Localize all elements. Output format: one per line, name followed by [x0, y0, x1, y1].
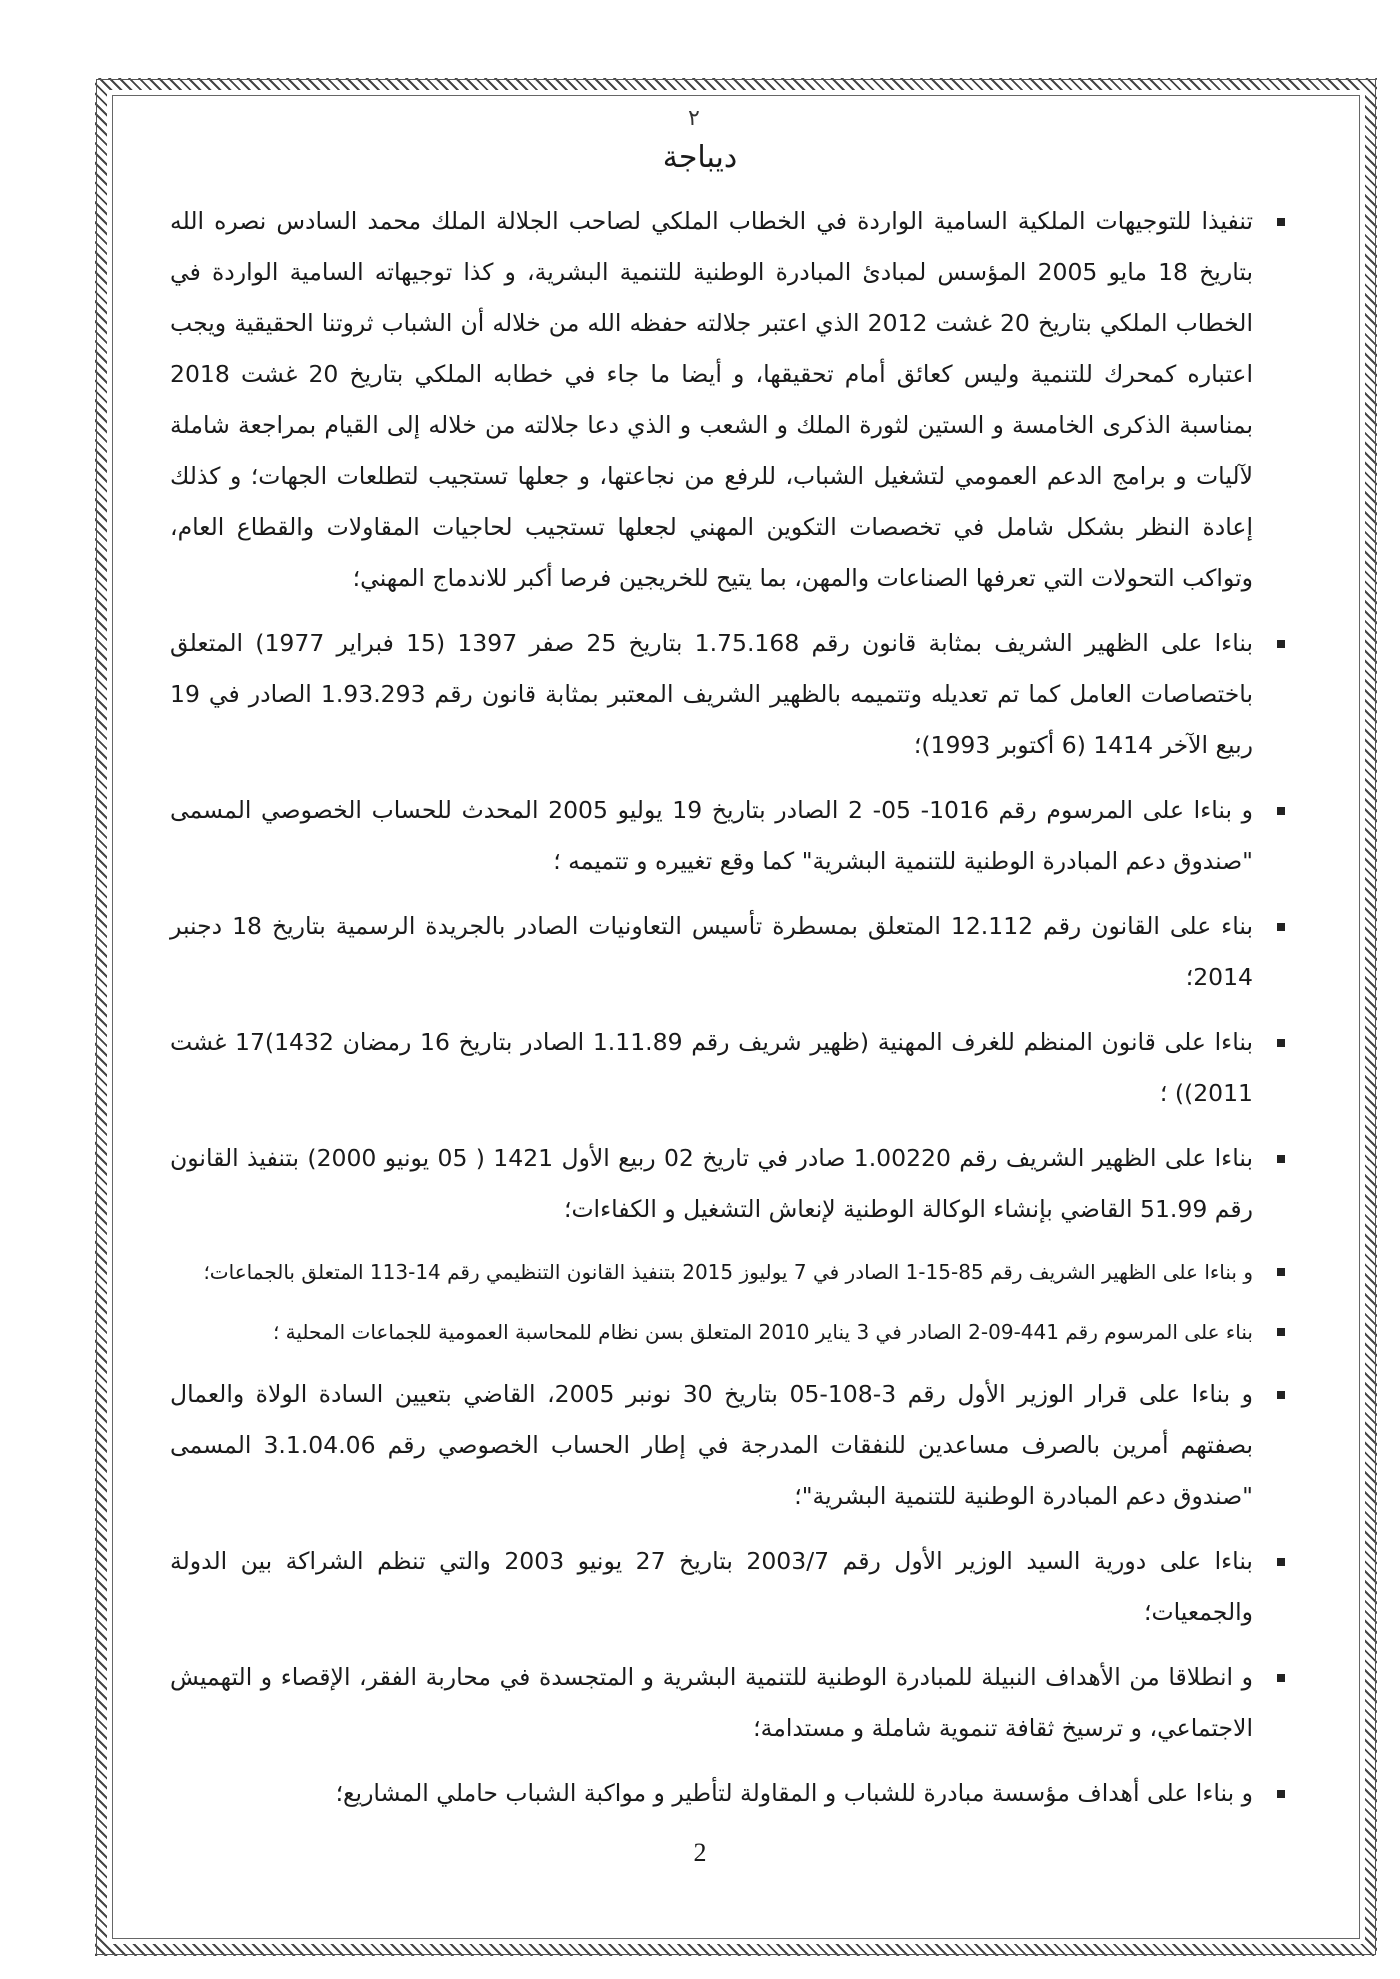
preamble-list [170, 196, 1285, 1833]
list-item [170, 1309, 1285, 1355]
list-item [170, 1369, 1285, 1522]
paragraph-text: بناءا على الظهير الشريف بمثابة قانون رقم 1.75.168 بتاريخ 25 صفر 1397 (15 فبراير 1977) المتعلق باختصاصات العامل كما تم تعديله وتتميمه بالظهير الشريف المعتبر بمثابة قانون رقم 1.93.293 الصادر في 19 ربيع الآخر 1414 (6 أكتوبر 1993)؛ [170, 629, 1253, 759]
list-item [170, 1249, 1285, 1295]
paragraph-text: و انطلاقا من الأهداف النبيلة للمبادرة الوطنية للتنمية البشرية و المتجسدة في محاربة الفقر، الإقصاء و التهميش الاجتماعي، و ترسيخ ثقافة تنموية شاملة و مستدامة؛ [170, 1663, 1253, 1742]
bullet-icon [1277, 1155, 1285, 1163]
list-item [170, 1652, 1285, 1754]
list-item [170, 901, 1285, 1003]
paragraph-text: و بناءا على المرسوم رقم 1016- 05- 2 الصادر بتاريخ 19 يوليو 2005 المحدث للحساب الخصوصي المسمى "صندوق دعم المبادرة الوطنية للتنمية البشرية" كما وقع تغييره و تتميمه ؛ [170, 796, 1254, 875]
bullet-icon [1277, 1558, 1285, 1566]
bullet-icon [1277, 1268, 1285, 1276]
bullet-icon [1277, 640, 1285, 648]
bullet-icon [1277, 1328, 1285, 1336]
page-number: 2 [693, 1838, 707, 1867]
bullet-icon [1277, 218, 1285, 226]
paragraph-text: بناءا على الظهير الشريف رقم 1.00220 صادر في تاريخ 02 ربيع الأول 1421 ( 05 يونيو 2000) بتنفيذ القانون رقم 51.99 القاضي بإنشاء الوكالة الوطنية لإنعاش التشغيل و الكفاءات؛ [170, 1144, 1253, 1223]
list-item [170, 1017, 1285, 1119]
bullet-icon [1277, 1674, 1285, 1682]
bullet-icon [1277, 1790, 1285, 1798]
list-item [170, 196, 1285, 604]
list-item [170, 785, 1285, 887]
list-item [170, 1133, 1285, 1235]
paragraph-text: بناء على المرسوم رقم 441-09-2 الصادر في 3 يناير 2010 المتعلق بسن نظام للمحاسبة العمومية للجماعات المحلية ؛ [272, 1320, 1253, 1344]
page-title: ديباجة [662, 140, 738, 175]
paragraph-text: بناءا على قانون المنظم للغرف المهنية (ظهير شريف رقم 1.11.89 الصادر بتاريخ 16 رمضان 1432)17 غشت 2011)) ؛ [170, 1028, 1253, 1107]
paragraph-text: و بناءا على أهداف مؤسسة مبادرة للشباب و المقاولة لتأطير و مواكبة الشباب حاملي المشاريع؛ [335, 1779, 1253, 1807]
bullet-icon [1277, 923, 1285, 931]
paragraph-text: تنفيذا للتوجيهات الملكية السامية الواردة في الخطاب الملكي لصاحب الجلالة الملك محمد السادس نصره الله بتاريخ 18 مايو 2005 المؤسس لمبادئ المبادرة الوطنية للتنمية البشرية، و كذا توجيهاته السامية الواردة في الخطاب الملكي بتاريخ 20 غشت 2012 الذي اعتبر جلالته حفظه الله من خلاله أن الشباب ثروتنا الحقيقية ويجب اعتباره كمحرك للتنمية وليس كعائق أمام تحقيقها، و أيضا ما جاء في خطابه الملكي بتاريخ 20 غشت 2018 بمناسبة الذكرى الخامسة و الستين لثورة الملك و الشعب و الذي دعا جلالته من خلاله إلى القيام بمراجعة شاملة لآليات و برامج الدعم العمومي لتشغيل الشباب، للرفع من نجاعتها، و جعلها تستجيب لتطلعات الجهات؛ و كذلك إعادة النظر بشكل شامل في تخصصات التكوين المهني لجعلها تستجيب لحاجيات المقاولات والقطاع العام، وتواكب التحولات التي تعرفها الصناعات والمهن، بما يتيح للخريجين فرصا أكبر للاندماج المهني؛ [170, 207, 1253, 592]
paragraph-text: بناء على القانون رقم 12.112 المتعلق بمسطرة تأسيس التعاونيات الصادر بالجريدة الرسمية بتاريخ 18 دجنبر 2014؛ [170, 912, 1253, 991]
bullet-icon [1277, 807, 1285, 815]
top-mark: ٢ [688, 106, 700, 131]
bullet-icon [1277, 1039, 1285, 1047]
bullet-icon [1277, 1391, 1285, 1399]
paragraph-text: و بناءا على الظهير الشريف رقم 85-15-1 الصادر في 7 يوليوز 2015 بتنفيذ القانون التنظيمي رقم 14-113 المتعلق بالجماعات؛ [203, 1260, 1253, 1284]
paragraph-text: و بناءا على قرار الوزير الأول رقم 3-108-05 بتاريخ 30 نونبر 2005، القاضي بتعيين السادة الولاة والعمال بصفتهم أمرين بالصرف مساعدين للنفقات المدرجة في إطار الحساب الخصوصي رقم 3.1.04.06 المسمى "صندوق دعم المبادرة الوطنية للتنمية البشرية"؛ [170, 1380, 1253, 1510]
list-item [170, 1536, 1285, 1638]
list-item [170, 1768, 1285, 1819]
list-item [170, 618, 1285, 771]
paragraph-text: بناءا على دورية السيد الوزير الأول رقم 2003/7 بتاريخ 27 يونيو 2003 والتي تنظم الشراكة بين الدولة والجمعيات؛ [170, 1547, 1253, 1626]
